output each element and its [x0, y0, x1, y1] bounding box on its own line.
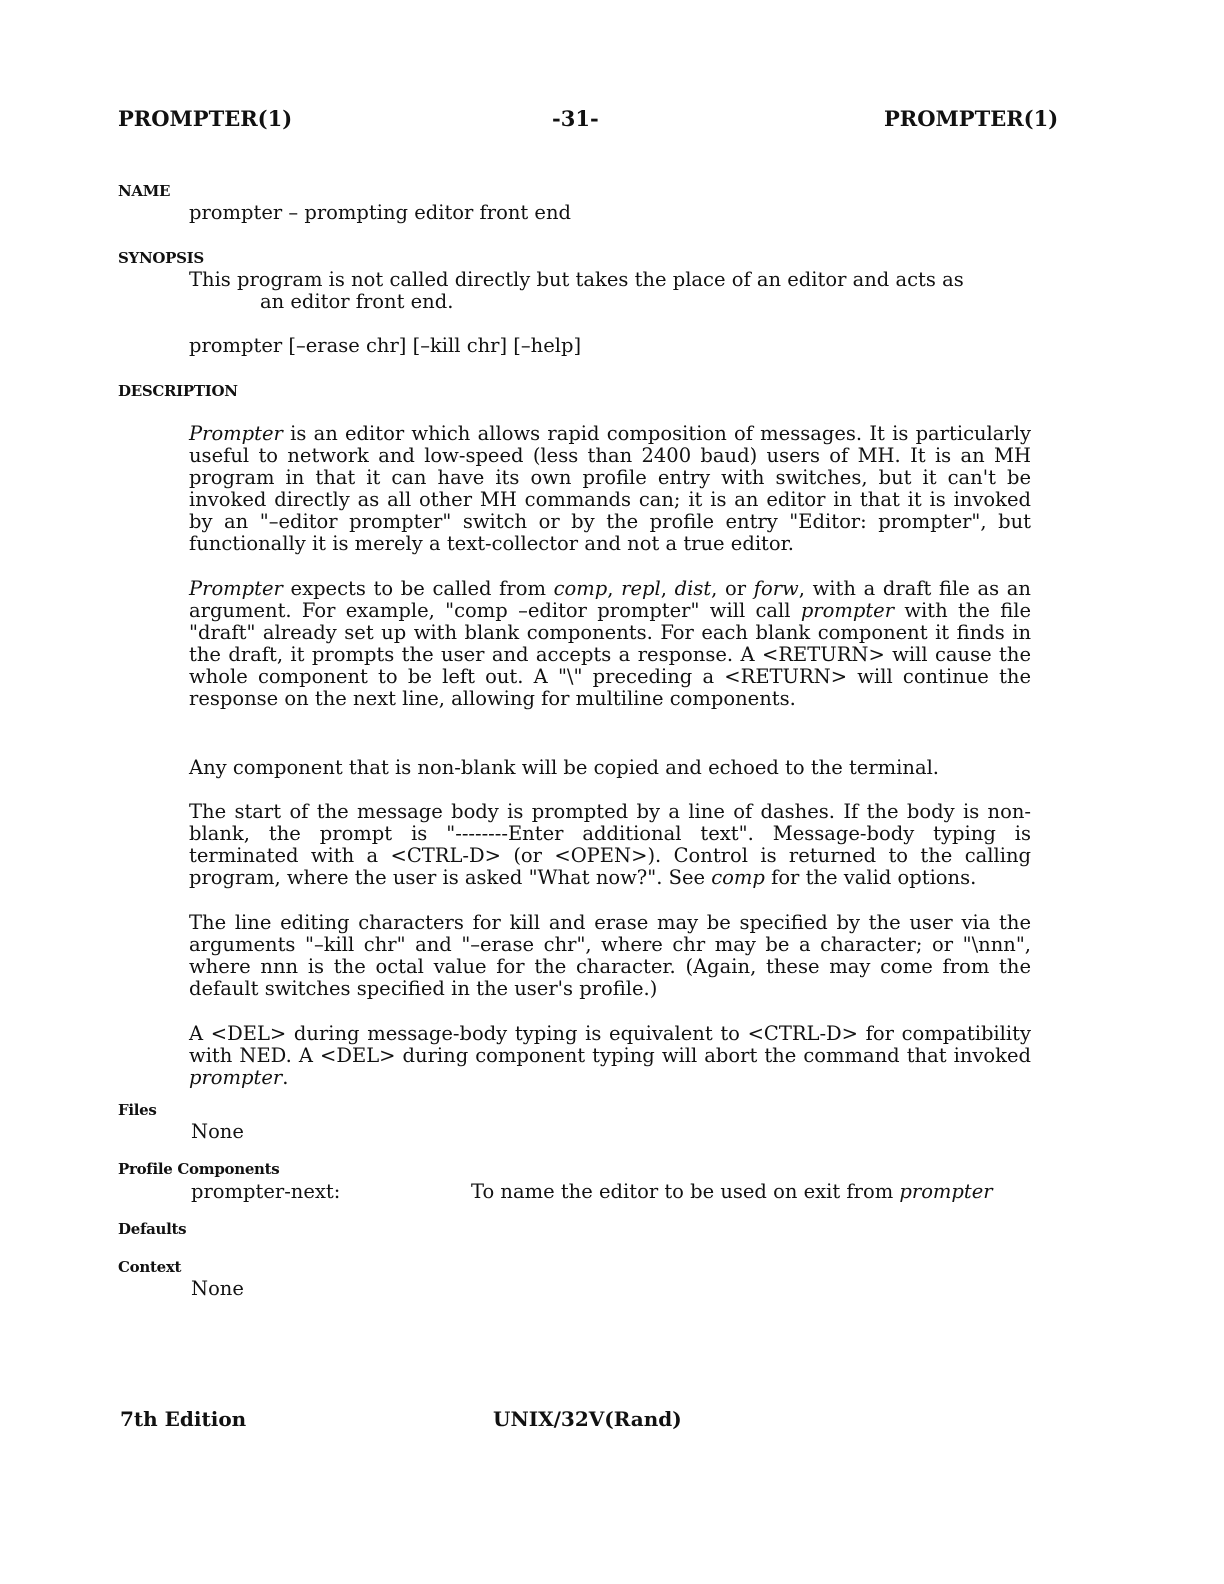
synopsis-heading: SYNOPSIS	[118, 249, 204, 267]
synopsis-line-2: an editor front end.	[260, 290, 454, 313]
page-number: -31-	[552, 106, 599, 131]
command-name: Prompter	[189, 422, 283, 445]
header-right: PROMPTER(1)	[884, 106, 1059, 131]
description-paragraph-3: Any component that is non-blank will be copied and echoed to the terminal.	[189, 756, 940, 779]
description-paragraph-2: Prompter expects to be called from comp, repl, dist, or forw, with a draft file as an argument. For example, "comp –editor prompter" will call prompter with the file "draft" already set up with blank components. For each blank component it finds in the draft, it prompts the user and accepts a response. A <RETURN> will cause the whole component to be left out. A "\" preceding a <RETURN> will continue the response on the next line, allowing for multiline components.	[189, 577, 1031, 710]
footer-system: UNIX/32V(Rand)	[493, 1407, 682, 1431]
profile-heading: Profile Components	[118, 1160, 280, 1178]
description-paragraph-1: Prompter is an editor which allows rapid composition of messages. It is particularly useful to network and low-speed (less than 2400 baud) users of MH. It is an MH program in that it can have its own profile entry with switches, but it can't be invoked directly as all other MH commands can; it is an editor in that it is invoked by an "–editor prompter" switch or by the profile entry "Editor: prompter", but functionally it is merely a text-collector and not a true editor.	[189, 422, 1031, 555]
context-heading: Context	[118, 1258, 182, 1276]
description-paragraph-6: A <DEL> during message-body typing is equivalent to <CTRL-D> for compatibility with NED. A <DEL> during component typing will abort the command that invoked prompter.	[189, 1022, 1031, 1089]
header-left: PROMPTER(1)	[118, 106, 293, 131]
footer-edition: 7th Edition	[120, 1407, 247, 1431]
context-text: None	[191, 1277, 244, 1300]
files-text: None	[191, 1120, 244, 1143]
defaults-heading: Defaults	[118, 1220, 187, 1238]
description-heading: DESCRIPTION	[118, 382, 238, 400]
profile-description: To name the editor to be used on exit from prompter	[471, 1180, 993, 1203]
description-paragraph-5: The line editing characters for kill and erase may be specified by the user via the arguments "–kill chr" and "–erase chr", where chr may be a character; or "\nnn", where nnn is the octal value for the character. (Again, these may come from the default switches specified in the user's profile.)	[189, 911, 1031, 1000]
synopsis-line-1: This program is not called directly but takes the place of an editor and acts as	[189, 268, 964, 291]
name-text: prompter – prompting editor front end	[189, 201, 572, 224]
synopsis-usage: prompter [–erase chr] [–kill chr] [–help]	[189, 334, 582, 357]
name-heading: NAME	[118, 182, 171, 200]
profile-key: prompter-next:	[191, 1180, 341, 1203]
files-heading: Files	[118, 1101, 157, 1119]
description-paragraph-4: The start of the message body is prompted by a line of dashes. If the body is non-blank, the prompt is "--------Enter additional text". Message-body typing is terminated with a <CTRL-D> (or <OPEN>). Control is returned to the calling program, where the user is asked "What now?". See comp for the valid options.	[189, 800, 1031, 889]
